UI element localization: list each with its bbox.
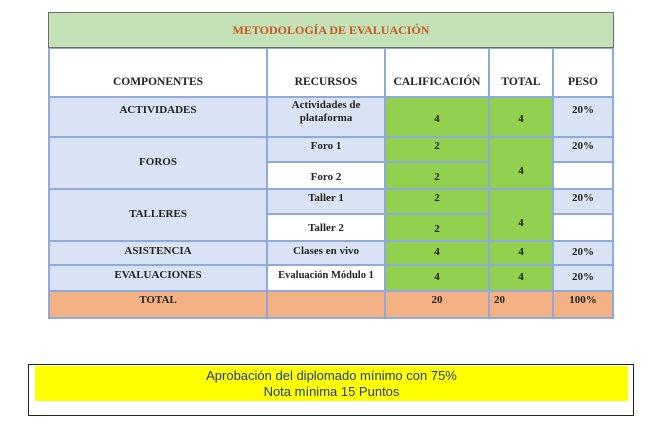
row-asistencia-total: 4	[490, 242, 552, 264]
header-componentes: COMPONENTES	[50, 49, 266, 96]
row-foros-calificacion-1: 2	[386, 138, 488, 161]
footer-calificacion: 20	[386, 292, 488, 317]
header-total: TOTAL	[490, 49, 552, 96]
row-actividades-total: 4	[490, 98, 552, 136]
row-asistencia-recurso: Clases en vivo	[268, 242, 384, 264]
approval-note-line-2: Nota mínima 15 Puntos	[263, 383, 400, 399]
header-peso: PESO	[554, 49, 612, 96]
row-evaluaciones-peso: 20%	[554, 266, 612, 290]
approval-note-line-1: Aprobación del diplomado mínimo con 75%	[206, 367, 457, 383]
row-asistencia-calificacion: 4	[386, 242, 488, 264]
row-foros-componente: FOROS	[50, 138, 266, 188]
row-actividades-calificacion: 4	[386, 98, 488, 136]
row-talleres-peso: 20%	[554, 190, 612, 213]
table-title: METODOLOGÍA DE EVALUACIÓN	[48, 12, 614, 48]
footer-total: 20	[490, 292, 552, 317]
row-foros-recurso-1: Foro 1	[268, 138, 384, 161]
row-actividades-peso: 20%	[554, 98, 612, 136]
row-evaluaciones-recurso: Evaluación Módulo 1	[268, 266, 384, 290]
footer-total-label: TOTAL	[50, 292, 266, 317]
row-foros-recurso-2: Foro 2	[268, 163, 384, 188]
header-recursos: RECURSOS	[268, 49, 384, 96]
row-foros-calificacion-2: 2	[386, 163, 488, 188]
row-actividades-componente: ACTIVIDADES	[50, 98, 266, 136]
row-asistencia-componente: ASISTENCIA	[50, 242, 266, 264]
row-talleres-recurso-1: Taller 1	[268, 190, 384, 213]
row-evaluaciones-calificacion: 4	[386, 266, 488, 290]
row-evaluaciones-total: 4	[490, 266, 552, 290]
row-talleres-total: 4	[490, 190, 552, 240]
row-talleres-recurso-2: Taller 2	[268, 215, 384, 240]
header-calificacion: CALIFICACIÓN	[386, 49, 488, 96]
row-foros-peso: 20%	[554, 138, 612, 161]
row-talleres-calificacion-1: 2	[386, 190, 488, 213]
row-talleres-componente: TALLERES	[50, 190, 266, 240]
row-talleres-calificacion-2: 2	[386, 215, 488, 240]
row-talleres-peso-empty	[554, 215, 612, 240]
row-foros-total: 4	[490, 138, 552, 188]
footer-recurso	[268, 292, 384, 317]
row-actividades-recurso: Actividades de plataforma	[268, 98, 384, 136]
approval-note	[35, 366, 628, 401]
row-asistencia-peso: 20%	[554, 242, 612, 264]
row-evaluaciones-componente: EVALUACIONES	[50, 266, 266, 290]
row-foros-peso-empty	[554, 163, 612, 188]
footer-peso: 100%	[554, 292, 612, 317]
